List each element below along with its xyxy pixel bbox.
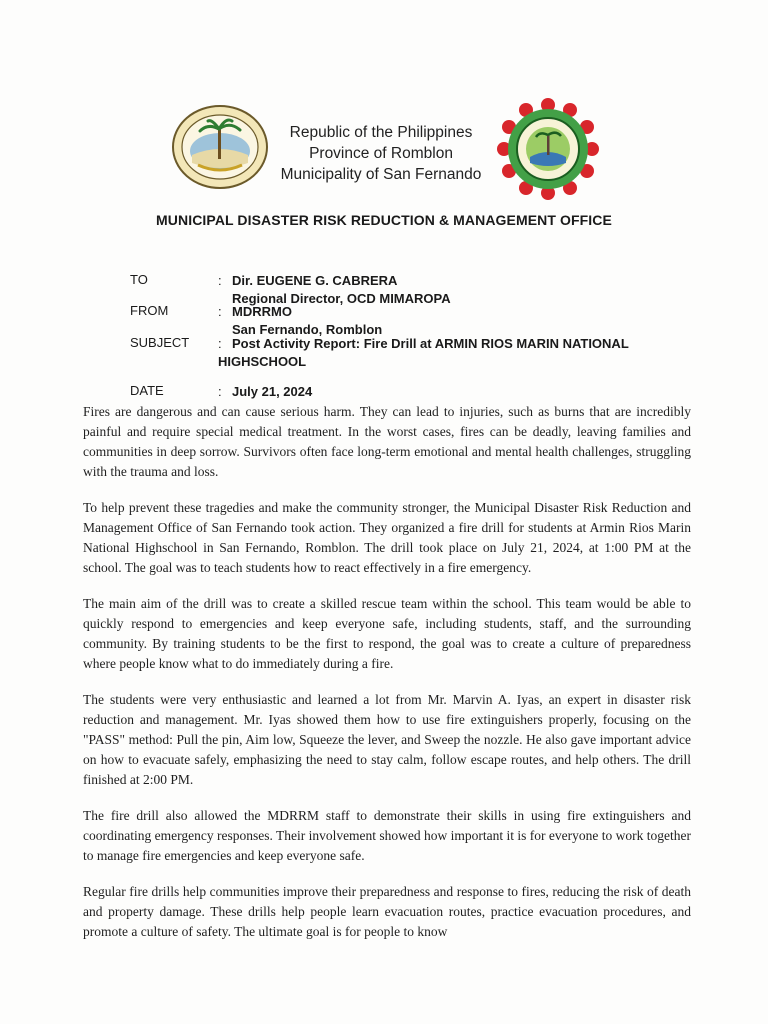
memo-label-subject: SUBJECT xyxy=(130,335,190,350)
sender-name: MDRRMO xyxy=(232,304,292,319)
memo-value-subject xyxy=(218,335,668,370)
gov-line-republic: Republic of the Philippines xyxy=(289,124,473,141)
body-paragraph: Regular fire drills help communities improve their preparedness and response to fires, reducing the risk of death and property damage. These drills help people learn evacuation routes, practice evacuation procedures, and promote a culture of safety. The ultimate goal is for people to know xyxy=(83,884,691,939)
memo-label-date: DATE xyxy=(130,383,164,398)
memo-colon: : xyxy=(218,336,222,351)
memo-colon: : xyxy=(218,273,222,288)
memo-colon: : xyxy=(218,304,222,319)
body-paragraph: Fires are dangerous and can cause serious harm. They can lead to injuries, such as burns that are incredibly painful and require special medical treatment. In the worst cases, fires can be deadly, leaving families and communities in deep sorrow. Survivors often face long-term emotional and mental health challenges, struggling with the trauma and loss. xyxy=(83,404,691,479)
gov-line-municipality: Municipality of San Fernando xyxy=(280,166,482,183)
sender-place: San Fernando, Romblon xyxy=(232,321,383,337)
government-header xyxy=(272,122,490,185)
report-body xyxy=(83,402,691,958)
memo-colon: : xyxy=(218,384,222,399)
body-paragraph: To help prevent these tragedies and make the community stronger, the Municipal Disaster Risk Reduction and Management Office of San Fernando took action. They organized a fire drill for students at Armin Rios Marin National Highschool in San Fernando, Romblon. The drill took place on July 21, 2024, at 1:00 PM at the school. The goal was to teach students how to react effectively in a fire emergency. xyxy=(83,500,691,575)
san-fernando-seal-icon xyxy=(168,103,272,191)
memo-label-from: FROM xyxy=(130,303,169,318)
subject-line-1: Post Activity Report: Fire Drill at ARMIN RIOS MARIN NATIONAL xyxy=(232,336,629,351)
recipient-position: Regional Director, OCD MIMAROPA xyxy=(232,290,451,306)
office-title: MUNICIPAL DISASTER RISK REDUCTION & MANAGEMENT OFFICE xyxy=(156,212,612,228)
memo-value-from xyxy=(218,303,668,338)
recipient-name: Dir. EUGENE G. CABRERA xyxy=(232,273,398,288)
memo-label-to: TO xyxy=(130,272,148,287)
memo-date: July 21, 2024 xyxy=(232,384,313,399)
body-paragraph: The fire drill also allowed the MDRRM staff to demonstrate their skills in using fire extinguishers and coordinating emergency responses. Their involvement showed how important it is for everyone to work together to manage fire emergencies and keep everyone safe. xyxy=(83,808,691,863)
body-paragraph: The students were very enthusiastic and learned a lot from Mr. Marvin A. Iyas, an expert in disaster risk reduction and management. Mr. Iyas showed them how to use fire extinguishers properly, focusing on the "PASS" method: Pull the pin, Aim low, Squeeze the lever, and Sweep the nozzle. He also gave important advice on how to evacuate safely, emphasizing the need to stay calm, follow escape routes, and help others. The drill finished at 2:00 PM. xyxy=(83,692,691,787)
memo-value-to xyxy=(218,272,668,307)
mdrrmo-seal-icon xyxy=(496,97,600,201)
body-paragraph: The main aim of the drill was to create a skilled rescue team within the school. This team would be able to quickly respond to emergencies and keep everyone safe, including students, staff, and the surrounding community. By training students to be the first to respond, the goal was to create a culture of preparedness where people know what to do immediately during a fire. xyxy=(83,596,691,671)
subject-line-2: HIGHSCHOOL xyxy=(218,353,307,369)
memo-value-date xyxy=(218,383,668,401)
gov-line-province: Province of Romblon xyxy=(309,145,453,162)
